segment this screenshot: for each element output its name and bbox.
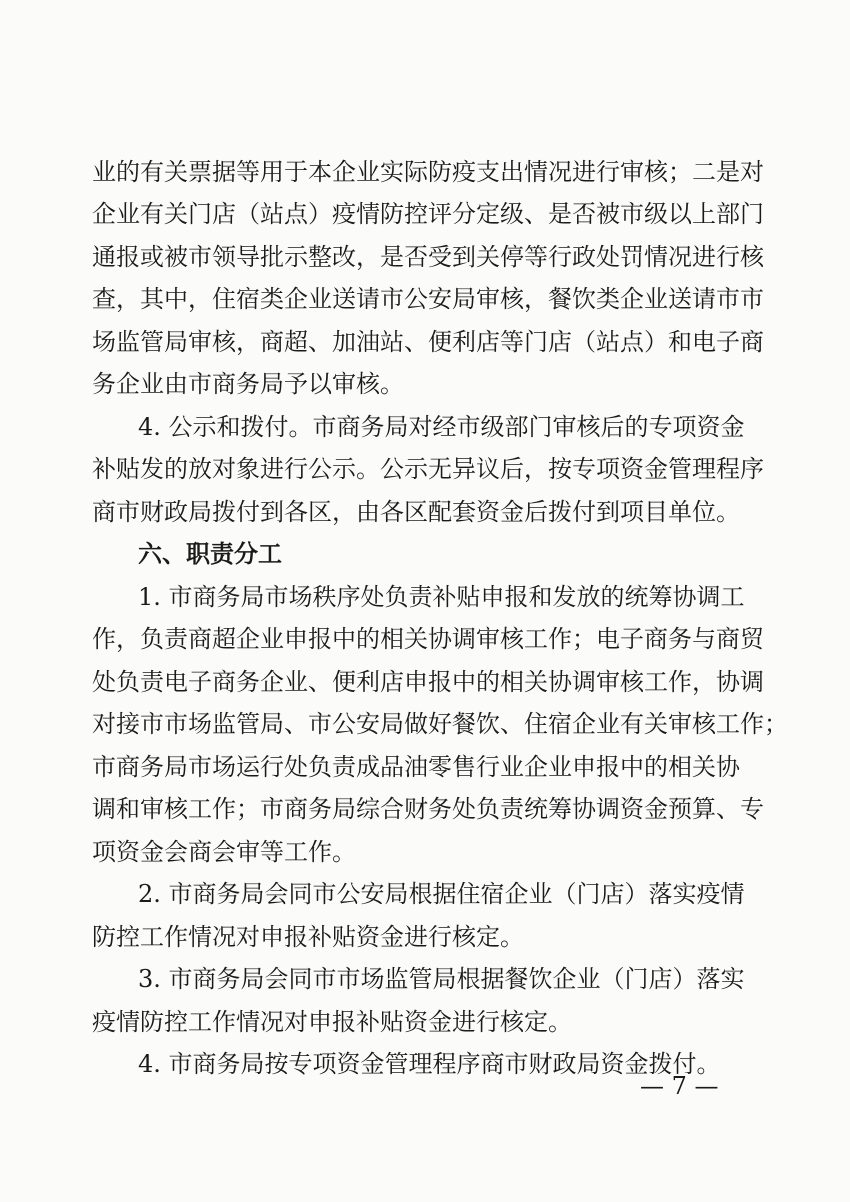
section-heading xyxy=(0,532,850,576)
line-text: 场监管局审核，商超、加油站、便利店等门店（站点）和电子商 xyxy=(92,328,764,356)
line-text: 务企业由市商务局予以审核。 xyxy=(92,370,404,398)
line-text: 4. 市商务局按专项资金管理程序商市财政局资金拨付。 xyxy=(138,1050,721,1078)
section-heading-text: 六、职责分工 xyxy=(138,540,282,568)
text-line xyxy=(0,702,850,746)
text-line xyxy=(0,660,850,704)
line-text: 项资金会商会审等工作。 xyxy=(92,838,356,866)
line-text: 企业有关门店（站点）疫情防控评分定级、是否被市级以上部门 xyxy=(92,200,764,228)
line-text: 4. 公示和拨付。市商务局对经市级部门审核后的专项资金 xyxy=(138,413,745,441)
text-line xyxy=(0,1042,850,1086)
line-text: 疫情防控工作情况对申报补贴资金进行核定。 xyxy=(92,1008,572,1036)
text-line xyxy=(0,617,850,661)
line-text: 处负责电子商务企业、便利店申报中的相关协调审核工作，协调 xyxy=(92,668,764,696)
line-text: 3. 市商务局会同市市场监管局根据餐饮企业（门店）落实 xyxy=(138,965,745,993)
text-line xyxy=(0,957,850,1001)
line-text: 市商务局市场运行处负责成品油零售行业企业申报中的相关协 xyxy=(92,753,740,781)
text-line xyxy=(0,872,850,916)
line-text: 补贴发的放对象进行公示。公示无异议后，按专项资金管理程序 xyxy=(92,455,764,483)
text-line xyxy=(0,362,850,406)
text-line xyxy=(0,277,850,321)
text-line xyxy=(0,915,850,959)
text-line xyxy=(0,745,850,789)
text-line xyxy=(0,320,850,364)
text-line xyxy=(0,150,850,194)
text-line xyxy=(0,1000,850,1044)
line-text: 调和审核工作；市商务局综合财务处负责统筹协调资金预算、专 xyxy=(92,795,764,823)
line-text: 1. 市商务局市场秩序处负责补贴申报和发放的统筹协调工 xyxy=(138,583,745,611)
text-line xyxy=(0,830,850,874)
text-line xyxy=(0,447,850,491)
line-text: 查，其中，住宿类企业送请市公安局审核，餐饮类企业送请市市 xyxy=(92,285,764,313)
line-text: 业的有关票据等用于本企业实际防疫支出情况进行审核；二是对 xyxy=(92,158,764,186)
line-text: 对接市市场监管局、市公安局做好餐饮、住宿企业有关审核工作； xyxy=(92,710,788,738)
text-line xyxy=(0,192,850,236)
text-line xyxy=(0,405,850,449)
text-line xyxy=(0,490,850,534)
text-line xyxy=(0,575,850,619)
line-text: 作，负责商超企业申报中的相关协调审核工作；电子商务与商贸 xyxy=(92,625,764,653)
text-line xyxy=(0,787,850,831)
line-text: 防控工作情况对申报补贴资金进行核定。 xyxy=(92,923,524,951)
line-text: 2. 市商务局会同市公安局根据住宿企业（门店）落实疫情 xyxy=(138,880,745,908)
text-line xyxy=(0,235,850,279)
line-text: 通报或被市领导批示整改，是否受到关停等行政处罚情况进行核 xyxy=(92,243,764,271)
line-text: 商市财政局拨付到各区，由各区配套资金后拨付到项目单位。 xyxy=(92,498,740,526)
page-number: — 7 — xyxy=(640,1072,719,1100)
